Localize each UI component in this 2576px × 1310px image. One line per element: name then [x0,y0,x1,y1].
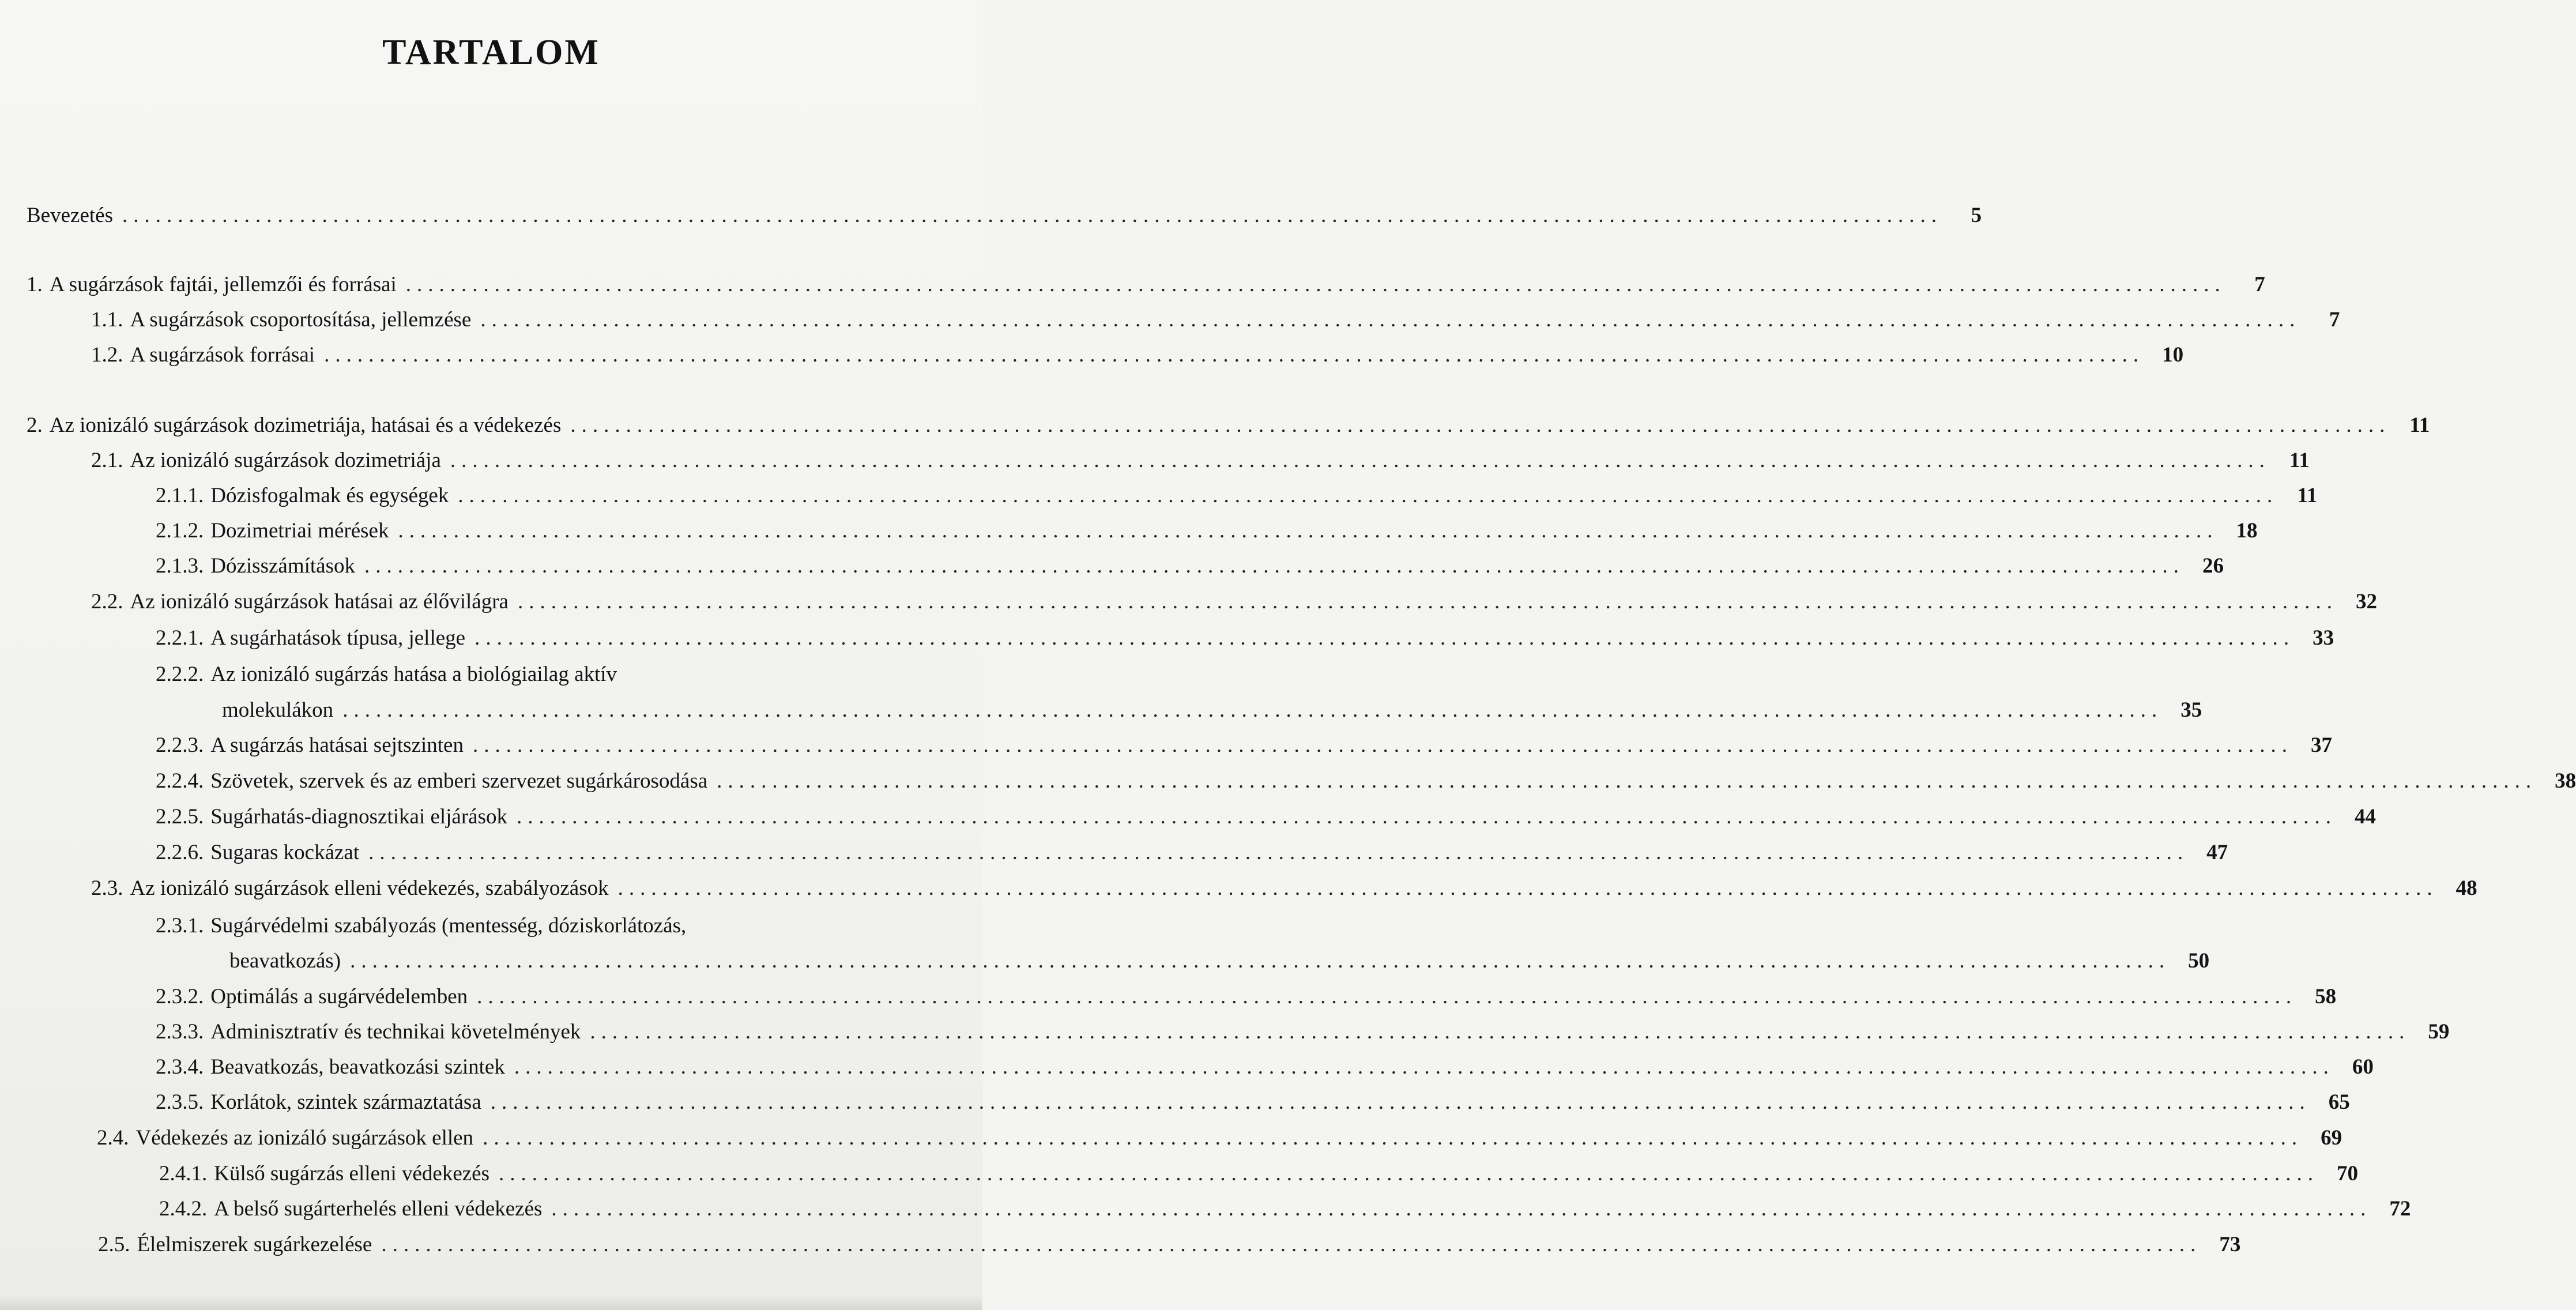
toc-entry-text: Az ionizáló sugárzások dozimetriája [130,449,441,472]
page-title: TARTALOM [382,33,600,72]
toc-entry-number: 1.2. [91,343,123,367]
leader-dots: .................................................................................................................................................................... [717,769,2537,793]
toc-entry-s2-3-3[interactable] [156,1019,2450,1045]
toc-entry-page: 10 [2162,343,2184,367]
toc-entry-s2-4-1[interactable] [159,1161,2358,1187]
toc-entry-text-continued: beavatkozás) [229,949,341,973]
toc-entry-page: 50 [2188,949,2210,973]
toc-entry-s2-3-5[interactable] [156,1090,2350,1115]
toc-entry-s2-3[interactable] [91,876,2477,901]
toc-entry-number: 2.2.2. [156,662,204,686]
toc-entry-text: Korlátok, szintek származtatása [210,1090,481,1114]
leader-dots: .................................................................................................................................................................... [364,554,2185,578]
toc-entry-page: 59 [2428,1020,2450,1044]
leader-dots: .................................................................................................................................................................... [477,985,2298,1008]
toc-entry-number: 2.1.3. [156,554,204,578]
toc-entry-page: 37 [2310,733,2332,757]
toc-entry-text: Adminisztratív és technikai követelmények [210,1020,581,1044]
toc-entry-s2-4-2[interactable] [159,1196,2411,1222]
toc-entry-text: Szövetek, szervek és az emberi szervezet sugárkárosodása [210,769,708,793]
toc-entry-s2-2-2[interactable] [156,662,924,687]
toc-entry-text: Védekezés az ionizáló sugárzások ellen [135,1126,474,1150]
leader-dots: .................................................................................................................................................................... [398,519,2219,543]
toc-entry-s2-2[interactable] [91,589,2377,615]
toc-entry-number: 2.3.4. [156,1055,204,1079]
toc-entry-page: 47 [2206,841,2228,864]
toc-entry-number: 2.1.2. [156,519,204,543]
toc-entry-text: A sugárzások csoportosítása, jellemzése [130,308,472,332]
toc-entry-text: Élelmiszerek sugárkezelése [137,1233,372,1256]
toc-entry-s2-5[interactable] [98,1232,2241,1258]
toc-entry-ch1[interactable] [27,272,2265,298]
leader-dots: .................................................................................................................................................................... [324,343,2145,367]
leader-dots: .................................................................................................................................................................... [342,698,2163,722]
toc-entry-text: Külső sugárzás elleni védekezés [214,1162,489,1185]
leader-dots: .................................................................................................................................................................... [450,449,2270,472]
toc-entry-text: A sugárzások forrásai [130,343,315,367]
toc-entry-text: A belső sugárterhelés elleni védekezés [214,1197,543,1221]
leader-dots: .................................................................................................................................................................... [517,805,2337,829]
toc-entry-number: 2.3.3. [156,1020,204,1044]
toc-entry-number: 2.4. [97,1126,129,1150]
toc-entry-page: 65 [2328,1090,2350,1114]
page-bottom-edge [0,1295,982,1310]
leader-dots: .................................................................................................................................................................... [122,204,1942,227]
toc-entry-page: 5 [1971,204,1982,227]
toc-entry-text: Beavatkozás, beavatkozási szintek [210,1055,505,1079]
toc-entry-s1-2[interactable] [91,342,2184,368]
toc-entry-page: 11 [2409,413,2430,437]
leader-dots: .................................................................................................................................................................... [498,1162,2319,1185]
leader-dots: .................................................................................................................................................................... [480,308,2301,332]
toc-entry-number: 2.4.2. [159,1197,208,1221]
toc-entry-text: Optimálás a sugárvédelemben [210,985,468,1008]
toc-entry-text: A sugárzások fajtái, jellemzői és forrásai [49,273,397,296]
toc-entry-number: 2.2.1. [156,626,204,650]
toc-entry-number: 2.1.1. [156,484,204,507]
leader-dots: .................................................................................................................................................................... [490,1090,2311,1114]
toc-entry-number: 2.3.5. [156,1090,204,1114]
leader-dots: .................................................................................................................................................................... [458,484,2279,507]
toc-entry-text: Bevezetés [27,204,113,227]
toc-entry-page: 38 [2555,769,2576,793]
toc-entry-page: 7 [2329,308,2340,332]
toc-entry-number: 2.1. [91,449,123,472]
toc-entry-page: 32 [2355,590,2377,613]
toc-entry-page: 58 [2315,985,2337,1008]
toc-entry-s2-3-2[interactable] [156,984,2337,1010]
leader-dots: .................................................................................................................................................................... [368,841,2189,864]
toc-entry-number: 2.3. [91,876,123,900]
toc-entry-page: 60 [2352,1055,2374,1079]
toc-entry-page: 44 [2355,805,2376,829]
leader-dots: .................................................................................................................................................................... [474,626,2295,650]
toc-entry-ch2[interactable] [27,413,2430,438]
toc-entry-s2-3-1-continued[interactable] [229,948,2210,974]
toc-entry-number: 2.3.1. [156,914,204,938]
toc-entry-page: 33 [2313,626,2334,650]
toc-entry-page: 69 [2321,1126,2342,1150]
leader-dots: .................................................................................................................................................................... [381,1233,2202,1256]
toc-entry-number: 2.2.3. [156,733,204,757]
toc-entry-s2-2-3[interactable] [156,733,2332,758]
toc-entry-s1-1[interactable] [91,307,2340,333]
toc-entry-s2-4[interactable] [97,1125,2342,1151]
leader-dots: .................................................................................................................................................................... [517,590,2338,613]
toc-entry-number: 2.3.2. [156,985,204,1008]
toc-entry-text-continued: molekulákon [222,698,334,722]
leader-dots: .................................................................................................................................................................... [617,876,2438,900]
toc-entry-text: Dózisfogalmak és egységek [210,484,449,507]
leader-dots: .................................................................................................................................................................... [514,1055,2334,1079]
toc-entry-s2-2-4[interactable] [156,769,2576,794]
toc-entry-page: 11 [2297,484,2318,507]
toc-entry-s2-1-1[interactable] [156,483,2318,509]
toc-entry-text: Az ionizáló sugárzások elleni védekezés, szabályozások [130,876,609,900]
toc-entry-text: Az ionizáló sugárzások hatásai az élővilágra [130,590,509,613]
toc-entry-s2-2-6[interactable] [156,840,2228,865]
toc-entry-text: Az ionizáló sugárzások dozimetriája, hatásai és a védekezés [49,413,562,437]
toc-entry-page: 7 [2254,273,2265,296]
toc-entry-number: 2.2.4. [156,769,204,793]
toc-entry-text: Sugaras kockázat [210,841,360,864]
toc-entry-number: 1. [27,273,43,296]
toc-entry-text: A sugárhatások típusa, jellege [210,626,466,650]
toc-entry-number: 1.1. [91,308,123,332]
toc-entry-text: Dozimetriai mérések [210,519,389,543]
toc-entry-number: 2.2.6. [156,841,204,864]
toc-entry-s2-3-1[interactable] [156,913,924,939]
toc-entry-bevezetes[interactable] [27,203,1982,228]
toc-entry-s2-1-2[interactable] [156,518,2258,544]
toc-entry-page: 26 [2202,554,2224,578]
toc-entry-page: 70 [2336,1162,2358,1185]
toc-entry-number: 2.2. [91,590,123,613]
toc-entry-page: 11 [2289,449,2310,472]
toc-entry-number: 2. [27,413,43,437]
toc-entry-text: A sugárzás hatásai sejtszinten [210,733,464,757]
leader-dots: .................................................................................................................................................................... [350,949,2171,973]
toc-entry-s2-3-4[interactable] [156,1055,2374,1080]
leader-dots: .................................................................................................................................................................... [570,413,2391,437]
toc-entry-page: 72 [2389,1197,2411,1221]
toc-entry-page: 35 [2180,698,2202,722]
toc-entry-text: Az ionizáló sugárzás hatása a biológiailag aktív [210,662,617,686]
toc-entry-text: Sugárhatás-diagnosztikai eljárások [210,805,507,829]
toc-entry-page: 73 [2219,1233,2241,1256]
toc-entry-number: 2.2.5. [156,805,204,829]
toc-entry-s2-2-1[interactable] [156,626,2334,651]
toc-entry-number: 2.4.1. [159,1162,208,1185]
leader-dots: .................................................................................................................................................................... [483,1126,2303,1150]
leader-dots: .................................................................................................................................................................... [405,273,2226,296]
leader-dots: .................................................................................................................................................................... [551,1197,2372,1221]
toc-entry-text: Dózisszámítások [210,554,355,578]
toc-entry-s2-1-3[interactable] [156,554,2224,579]
leader-dots: .................................................................................................................................................................... [590,1020,2411,1044]
toc-entry-page: 18 [2236,519,2258,543]
toc-entry-number: 2.5. [98,1233,130,1256]
toc-entry-s2-2-2-continued[interactable] [222,698,2202,723]
toc-entry-s2-1[interactable] [91,448,2310,473]
toc-entry-page: 48 [2456,876,2477,900]
leader-dots: .................................................................................................................................................................... [472,733,2293,757]
toc-entry-s2-2-5[interactable] [156,804,2376,830]
toc-entry-text: Sugárvédelmi szabályozás (mentesség, dóziskorlátozás, [210,914,687,938]
